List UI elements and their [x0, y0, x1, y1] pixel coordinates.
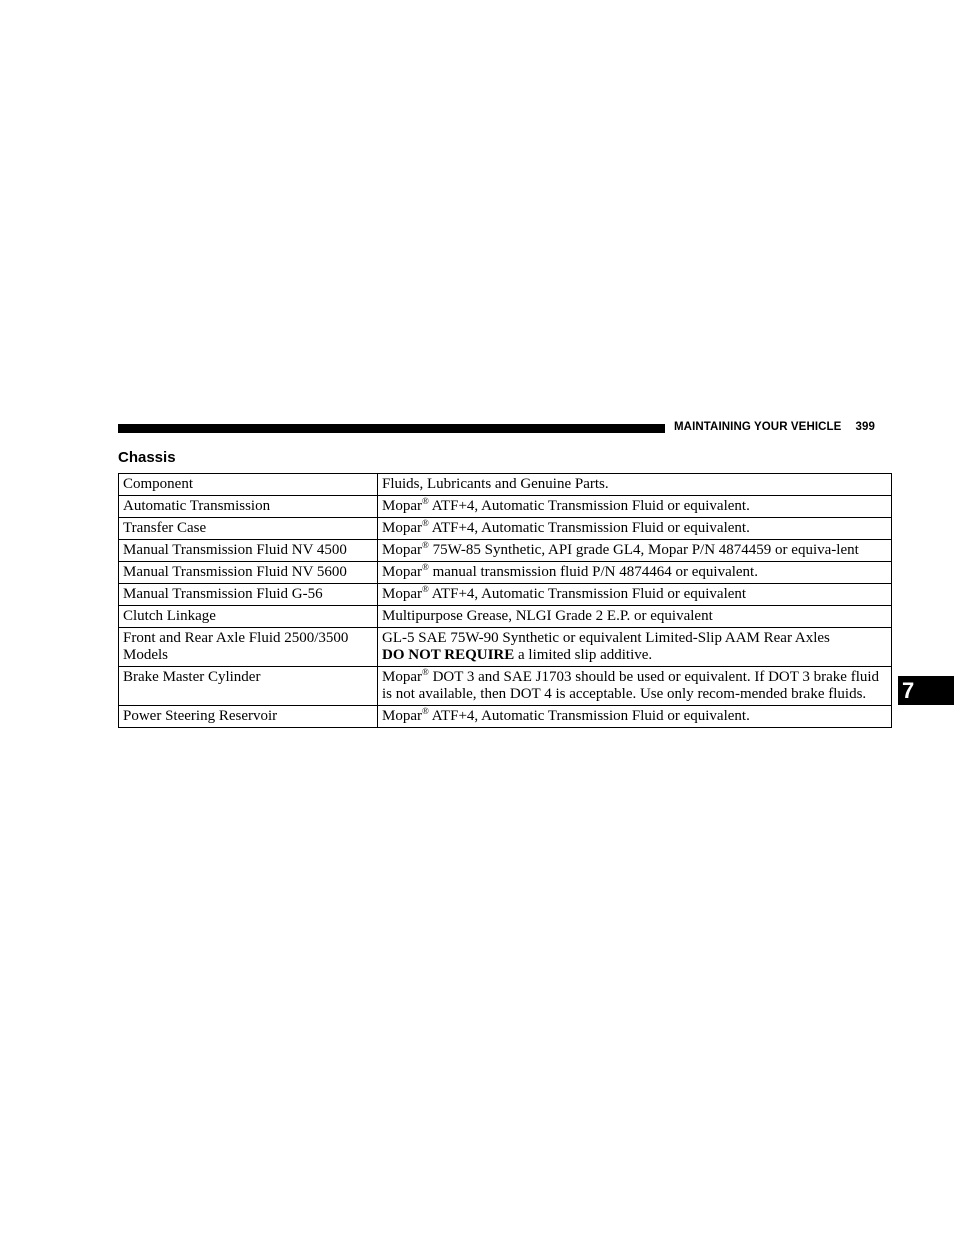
- component-cell: Clutch Linkage: [119, 606, 378, 628]
- header-cell-component: Component: [119, 474, 378, 496]
- fluid-text: ATF+4, Automatic Transmission Fluid or equivalent.: [428, 520, 750, 536]
- fluid-cell: [378, 562, 892, 584]
- registered-mark: ®: [422, 496, 429, 506]
- brand-name: Mopar: [382, 498, 422, 514]
- table-row: [119, 606, 892, 628]
- component-cell: Automatic Transmission: [119, 496, 378, 518]
- fluid-cell: [378, 540, 892, 562]
- brand-name: Mopar: [382, 542, 422, 558]
- table-row: [119, 706, 892, 728]
- table-row: [119, 562, 892, 584]
- component-cell: Power Steering Reservoir: [119, 706, 378, 728]
- header-section-title: MAINTAINING YOUR VEHICLE: [674, 421, 842, 433]
- table-row: [119, 518, 892, 540]
- registered-mark: ®: [422, 562, 429, 572]
- component-cell: Transfer Case: [119, 518, 378, 540]
- emphasis-text: DO NOT REQUIRE: [382, 647, 515, 663]
- fluid-text-end: a limited slip additive.: [514, 647, 653, 663]
- registered-mark: ®: [422, 540, 429, 550]
- fluid-text: ATF+4, Automatic Transmission Fluid or equivalent.: [428, 708, 750, 724]
- section-title: Chassis: [118, 449, 176, 466]
- fluid-text: GL-5 SAE 75W-90 Synthetic or equivalent Limited-Slip AAM Rear Axles: [382, 630, 830, 646]
- component-cell: Brake Master Cylinder: [119, 667, 378, 706]
- chapter-tab: 7: [898, 676, 954, 705]
- fluid-cell: Multipurpose Grease, NLGI Grade 2 E.P. or equivalent: [378, 606, 892, 628]
- table-row: [119, 584, 892, 606]
- registered-mark: ®: [422, 706, 429, 716]
- fluid-cell: [378, 706, 892, 728]
- fluid-text: ATF+4, Automatic Transmission Fluid or equivalent: [428, 586, 747, 602]
- fluid-cell: [378, 584, 892, 606]
- fluid-text: ATF+4, Automatic Transmission Fluid or equivalent.: [428, 498, 750, 514]
- brand-name: Mopar: [382, 708, 422, 724]
- brand-name: Mopar: [382, 564, 422, 580]
- running-header: [674, 421, 875, 433]
- fluid-text: manual transmission fluid P/N 4874464 or equivalent.: [428, 564, 758, 580]
- table-header-row: [119, 474, 892, 496]
- fluid-cell: [378, 628, 892, 667]
- component-cell: Manual Transmission Fluid NV 5600: [119, 562, 378, 584]
- brand-name: Mopar: [382, 669, 422, 685]
- registered-mark: ®: [422, 584, 429, 594]
- fluid-text: 75W-85 Synthetic, API grade GL4, Mopar P/N 4874459 or equiva-lent: [428, 542, 859, 558]
- table-row: [119, 628, 892, 667]
- table-row: [119, 540, 892, 562]
- page-number: 399: [855, 421, 875, 433]
- component-cell: Front and Rear Axle Fluid 2500/3500 Models: [119, 628, 378, 667]
- component-cell: Manual Transmission Fluid NV 4500: [119, 540, 378, 562]
- brand-name: Mopar: [382, 586, 422, 602]
- fluid-cell: [378, 667, 892, 706]
- fluid-cell: [378, 518, 892, 540]
- table-row: [119, 667, 892, 706]
- chassis-fluids-table: [118, 473, 892, 728]
- brand-name: Mopar: [382, 520, 422, 536]
- header-rule: [118, 424, 665, 433]
- component-cell: Manual Transmission Fluid G-56: [119, 584, 378, 606]
- fluid-text: DOT 3 and SAE J1703 should be used or equivalent. If DOT 3 brake fluid is not available, then DOT 4 is acceptable. Use only recom-mended brake fluids.: [382, 669, 880, 702]
- fluid-cell: [378, 496, 892, 518]
- table-row: [119, 496, 892, 518]
- registered-mark: ®: [422, 518, 429, 528]
- registered-mark: ®: [422, 667, 429, 677]
- header-cell-fluid: Fluids, Lubricants and Genuine Parts.: [378, 474, 892, 496]
